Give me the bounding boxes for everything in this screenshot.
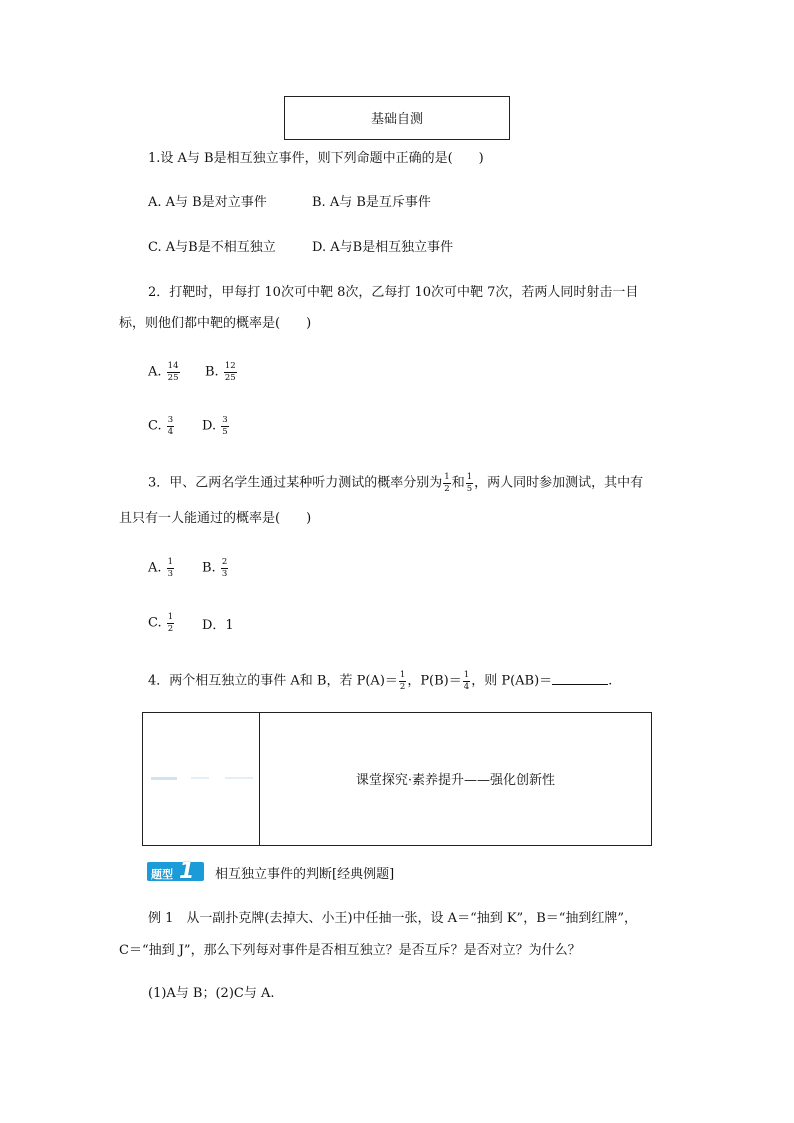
q3-stem-line2: 且只有一人能通过的概率是( ) [119,511,312,526]
denominator: 2 [167,623,174,634]
q1-option-c: C. A与B是不相互独立 [148,240,276,255]
q2-option-a-label: A. [148,364,162,380]
decorative-stroke [225,777,253,779]
decorative-stroke [151,777,177,780]
denominator: 3 [221,568,228,579]
denominator: 4 [463,681,470,692]
q4-stem-end: . [608,673,613,689]
section-title-box [284,96,510,140]
q2-option-b [205,362,238,382]
q1-option-b: B. A与 B是互斥事件 [312,195,431,210]
section-title: 基础自测 [370,112,423,127]
example-line-3: (1)A与 B；(2)C与 A. [148,986,275,1001]
numerator: 3 [222,415,228,425]
denominator: 25 [167,372,179,383]
section-banner [142,712,652,846]
q2-option-c [148,416,175,436]
badge-number: 1 [179,859,195,884]
numerator: 12 [224,361,236,371]
answer-blank [552,673,608,685]
q3-option-c-label: C. [148,615,162,631]
q1-stem: 1.设 A与 B是相互独立事件，则下列命题中正确的是( ) [148,151,484,166]
q3-stem-pre: 3．甲、乙两名学生通过某种听力测试的概率分别为 [148,475,443,491]
q3-fraction-2 [466,473,473,493]
numerator: 14 [167,361,179,371]
q3-fraction-1 [443,473,450,493]
q2-option-d-fraction [221,416,228,436]
denominator: 4 [167,426,174,437]
section-banner-text: 课堂探究·素养提升——强化创新性 [355,773,556,788]
q3-stem-mid: 和 [451,475,465,491]
denominator: 2 [399,681,406,692]
banner-left-cell [143,713,260,845]
example-line-1: 例 1 从一副扑克牌(去掉大、小王)中任抽一张，设 A＝“抽到 K”，B＝“抽到红牌”， [148,911,638,926]
q4-fraction-pa [399,671,406,691]
q2-option-b-label: B. [205,364,219,380]
q4-fraction-pb [463,671,470,691]
q2-stem-line1: 2．打靶时，甲每打 10次可中靶 8次，乙每打 10次可中靶 7次，若两人同时射击一目 [148,285,639,300]
numerator: 1 [399,670,406,680]
numerator: 2 [221,557,228,567]
q4-stem-mid: ，P(B)＝ [407,673,462,689]
q3-option-c [148,613,175,633]
q3-option-b [202,558,229,578]
q2-option-a-fraction [167,362,180,382]
q2-option-c-fraction [167,416,174,436]
numerator: 1 [466,472,473,482]
q3-option-c-fraction [167,613,174,633]
q3-option-b-label: B. [202,560,216,576]
q3-stem-line1 [148,473,643,493]
q4-stem-post: ，则 P(AB)＝ [471,673,553,689]
topic-badge [147,859,204,884]
q3-option-a-fraction [167,558,174,578]
numerator: 1 [463,670,470,680]
decorative-stroke [191,777,209,779]
denominator: 2 [444,483,450,494]
q4-stem [148,671,612,691]
q2-stem-line2: 标，则他们都中靶的概率是( ) [119,316,312,331]
topic-heading: 相互独立事件的判断[经典例题] [215,867,395,882]
q1-option-d: D. A与B是相互独立事件 [312,240,454,255]
denominator: 3 [167,568,174,579]
q2-option-a [148,362,181,382]
q2-option-c-label: C. [148,418,162,434]
q3-stem-post: ，两人同时参加测试，其中有 [474,475,644,491]
badge-label: 题型 [151,868,173,881]
numerator: 1 [167,557,174,567]
q2-option-d [202,416,230,436]
q3-option-d: D．1 [202,618,234,633]
q2-option-b-fraction [224,362,237,382]
numerator: 1 [167,612,174,622]
q3-option-a [148,558,175,578]
q1-option-a: A. A与 B是对立事件 [148,195,267,210]
numerator: 1 [444,472,450,482]
numerator: 3 [167,415,174,425]
q3-option-a-label: A. [148,560,162,576]
example-line-2: C＝“抽到 J”，那么下列每对事件是否相互独立？是否互斥？是否对立？为什么？ [119,943,581,958]
q2-option-d-label: D. [202,418,217,434]
denominator: 5 [222,426,228,437]
q3-option-b-fraction [221,558,228,578]
denominator: 5 [466,483,473,494]
q4-stem-pre: 4．两个相互独立的事件 A和 B，若 P(A)＝ [148,673,398,689]
denominator: 25 [224,372,236,383]
